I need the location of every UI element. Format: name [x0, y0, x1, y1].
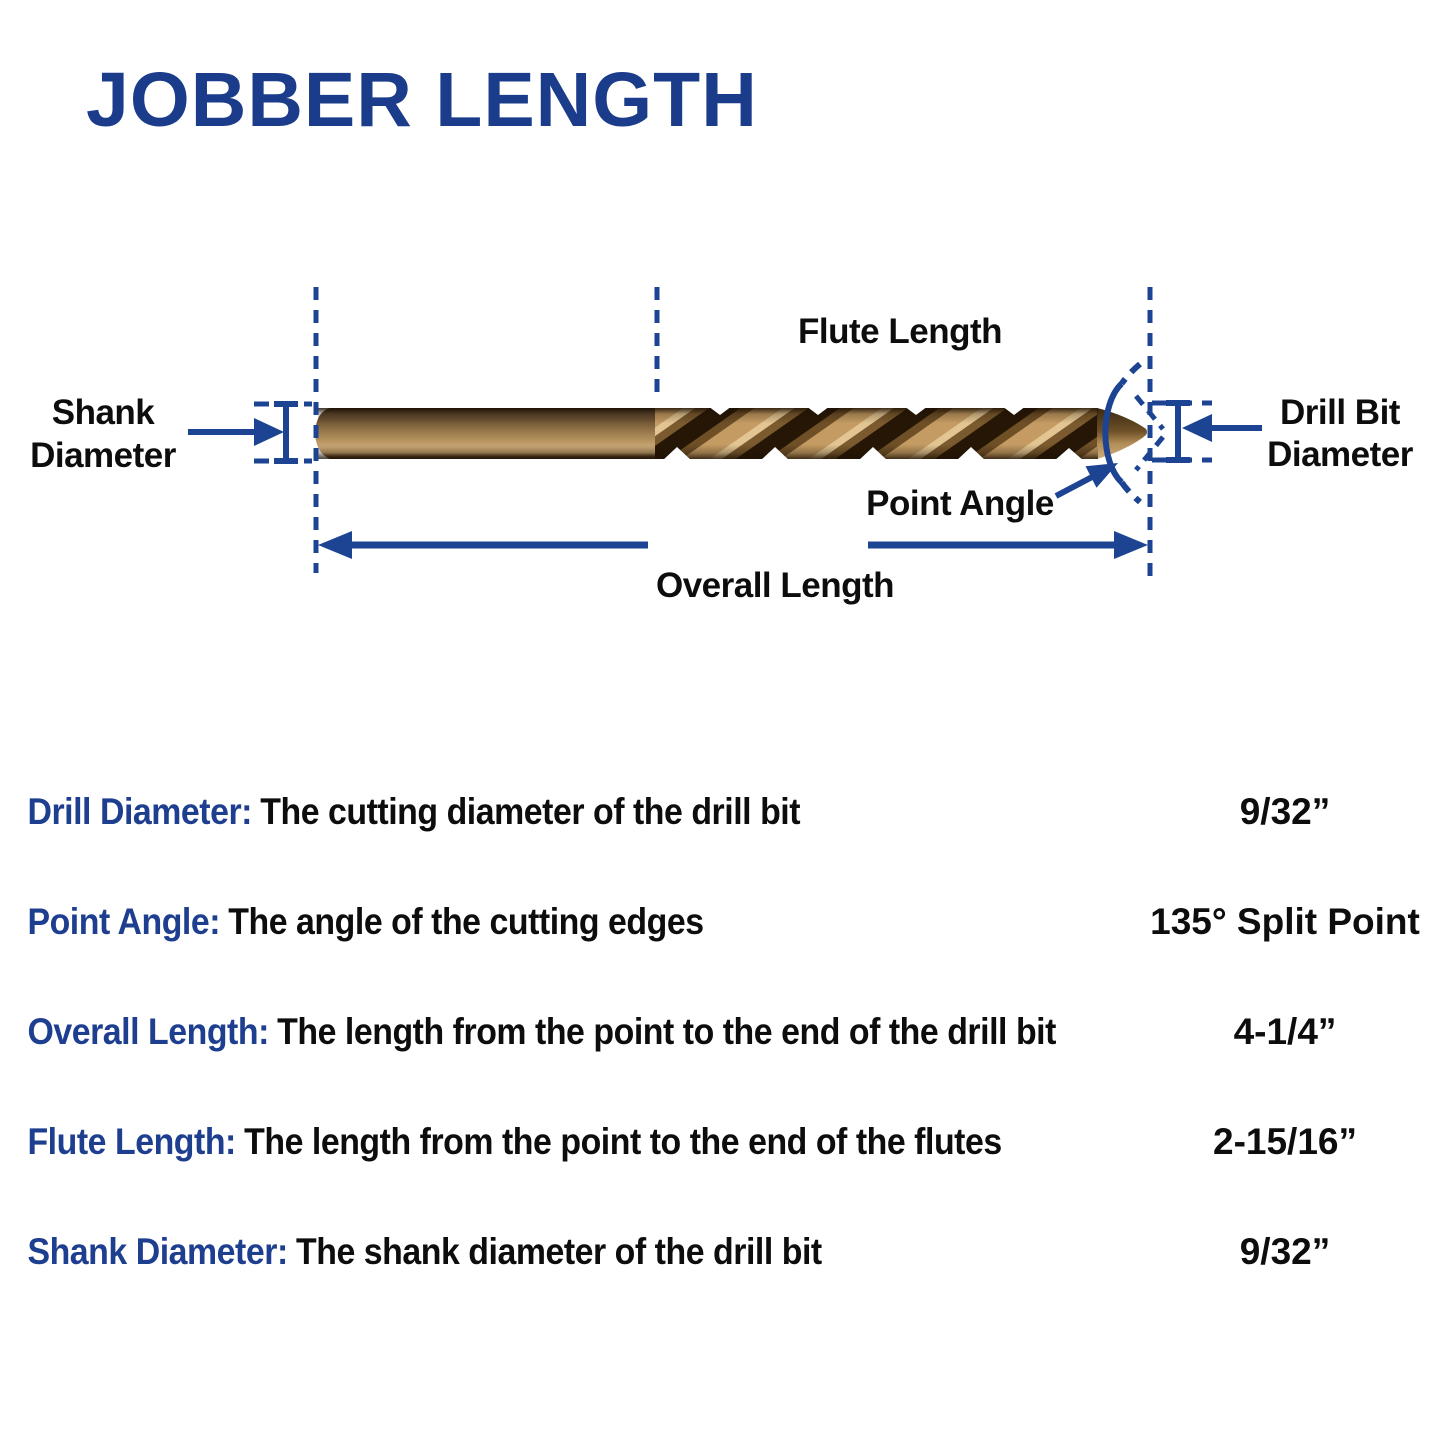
- overall-length-arrow-right: [868, 531, 1148, 559]
- shank-diameter-label-line2: Diameter: [30, 436, 176, 475]
- drill-bit-shading: [318, 408, 1098, 459]
- page-title: JOBBER LENGTH: [86, 57, 758, 143]
- spec-text: [0, 901, 704, 943]
- spec-label: Shank Diameter:: [27, 1231, 288, 1272]
- spec-value: 4-1/4”: [1233, 1011, 1337, 1052]
- spec-text: [0, 1231, 822, 1273]
- spec-list: [0, 757, 1445, 1307]
- flute-length-label: Flute Length: [798, 312, 1002, 351]
- spec-row-flute-length: [0, 1087, 1445, 1197]
- drill-bit-diameter-label-line2: Diameter: [1267, 435, 1413, 474]
- spec-row-drill-diameter: [0, 757, 1445, 867]
- shank-diameter-measure: [188, 404, 312, 461]
- spec-value: 2-15/16”: [1213, 1121, 1357, 1162]
- spec-row-point-angle: [0, 867, 1445, 977]
- spec-text: [0, 1011, 1056, 1053]
- spec-text: [0, 1121, 1002, 1163]
- spec-description: The length from the point to the end of the flutes: [244, 1121, 1002, 1162]
- spec-description: The cutting diameter of the drill bit: [260, 791, 801, 832]
- spec-value: 135° Split Point: [1150, 901, 1420, 942]
- drill-bit-diameter-label-line1: Drill Bit: [1280, 393, 1400, 432]
- drill-bit-image: [315, 406, 1147, 461]
- spec-description: The shank diameter of the drill bit: [296, 1231, 822, 1272]
- spec-value: 9/32”: [1239, 791, 1331, 832]
- spec-row-shank-diameter: [0, 1197, 1445, 1307]
- spec-row-overall-length: [0, 977, 1445, 1087]
- drill-bit-diagram: [0, 250, 1445, 650]
- shank-diameter-arrow: [188, 418, 284, 446]
- overall-length-label: Overall Length: [655, 566, 895, 605]
- point-angle-arrow: [1056, 463, 1118, 496]
- drill-diameter-arrow: [1182, 414, 1262, 442]
- point-angle-label: Point Angle: [866, 484, 1054, 523]
- spec-label: Overall Length:: [27, 1011, 269, 1052]
- spec-description: The length from the point to the end of the drill bit: [277, 1011, 1056, 1052]
- drill-bit-diameter-measure: [1152, 403, 1262, 460]
- spec-label: Flute Length:: [27, 1121, 236, 1162]
- spec-label: Point Angle:: [27, 901, 221, 942]
- overall-length-arrow-left: [318, 531, 648, 559]
- spec-value: 9/32”: [1239, 1231, 1331, 1272]
- spec-label: Drill Diameter:: [27, 791, 253, 832]
- drill-diameter-ibeam: [1166, 403, 1190, 460]
- spec-description: The angle of the cutting edges: [228, 901, 704, 942]
- spec-text: [0, 791, 800, 833]
- shank-diameter-label-line1: Shank: [51, 393, 155, 432]
